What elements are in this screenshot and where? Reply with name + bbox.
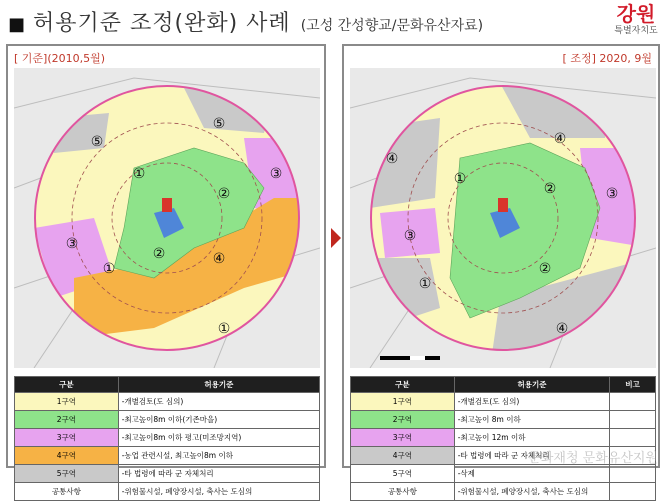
- criteria-cell: -개별검토(도 심의): [118, 393, 319, 411]
- table-row: [15, 483, 320, 501]
- after-label-zone-1a: ①: [453, 171, 467, 187]
- legend-header-row: [351, 377, 656, 393]
- criteria-cell: -타 법령에 따라 군 자체처리: [454, 447, 610, 465]
- page-subtitle: (고성 간성향교/문화유산자료): [300, 18, 484, 34]
- after-label-zone-3b: ③: [403, 228, 417, 244]
- table-row: [351, 483, 656, 501]
- table-row: [351, 393, 656, 411]
- gangwon-logo: [614, 2, 658, 44]
- before-label-zone-2b: ②: [152, 246, 166, 262]
- page-title: 허용기준 조정(완화) 사례: [33, 11, 291, 36]
- zone-cell: 5구역: [351, 465, 455, 483]
- col-criteria-header: 허용기준: [454, 377, 610, 393]
- table-row: [15, 393, 320, 411]
- note-cell: [610, 411, 656, 429]
- logo-mark: 강원: [616, 2, 656, 26]
- before-label-zone-1c: ①: [217, 321, 231, 337]
- zone-cell: 4구역: [15, 447, 119, 465]
- criteria-cell: -위험물시설, 폐양장시설, 축사는 도심의: [454, 483, 610, 501]
- logo-sub: 특별자치도: [614, 26, 658, 36]
- before-label-zone-5a: ⑤: [212, 116, 226, 132]
- legend-header-row: [15, 377, 320, 393]
- note-cell: [610, 483, 656, 501]
- after-label-zone-4a: ④: [553, 131, 567, 147]
- before-map-svg: [14, 68, 320, 368]
- before-label-zone-5b: ⑤: [90, 134, 104, 150]
- after-label-zone-4b: ④: [385, 151, 399, 167]
- watermark: 문화재청 문화유산지원: [528, 451, 658, 466]
- after-legend-table: [350, 376, 656, 501]
- col-criteria-header: 허용기준: [118, 377, 319, 393]
- before-panel: [6, 44, 326, 496]
- before-tag: [ 기준](2010,5월): [14, 52, 106, 65]
- zone-cell: 5구역: [15, 465, 119, 483]
- criteria-cell: -위험물시설, 폐양장시설, 축사는 도심의: [118, 483, 319, 501]
- title-bullet: ■: [8, 14, 26, 35]
- table-row: [15, 429, 320, 447]
- criteria-cell: -개별검토(도 심의): [454, 393, 610, 411]
- zone-cell: 2구역: [351, 411, 455, 429]
- page-title-row: [8, 6, 483, 36]
- criteria-cell: -타 법령에 따라 군 자체처리: [118, 465, 319, 483]
- criteria-cell: -농업 관련시설, 최고높이8m 이하: [118, 447, 319, 465]
- after-label-zone-1b: ①: [418, 276, 432, 292]
- after-label-zone-2b: ②: [538, 261, 552, 277]
- note-cell: [610, 465, 656, 483]
- criteria-cell: -최고높이 12m 이하: [454, 429, 610, 447]
- zone-cell: 3구역: [351, 429, 455, 447]
- zone-cell: 공통사항: [351, 483, 455, 501]
- after-label-zone-4c: ④: [555, 321, 569, 337]
- scale-bar: [380, 356, 440, 360]
- table-row: [351, 465, 656, 483]
- col-note-header: 비고: [610, 377, 656, 393]
- after-label-zone-2a: ②: [543, 181, 557, 197]
- before-label-zone-4: ④: [212, 251, 226, 267]
- zone-cell: 4구역: [351, 447, 455, 465]
- zone-cell: 1구역: [351, 393, 455, 411]
- criteria-cell: -최고높이8m 이하 평고(미조망지역): [118, 429, 319, 447]
- before-map: [14, 68, 320, 368]
- criteria-cell: -최고높이8m 이하(기존마을): [118, 411, 319, 429]
- before-label-zone-2a: ②: [217, 186, 231, 202]
- table-row: [15, 465, 320, 483]
- criteria-cell: -최고높이 8m 이하: [454, 411, 610, 429]
- note-cell: [610, 429, 656, 447]
- zone-cell: 2구역: [15, 411, 119, 429]
- note-cell: [610, 393, 656, 411]
- table-row: [351, 429, 656, 447]
- before-label-zone-1b: ①: [102, 261, 116, 277]
- before-legend-table: [14, 376, 320, 501]
- before-label-zone-3a: ③: [269, 166, 283, 182]
- arrow-right-icon: [329, 226, 343, 250]
- zone-cell: 1구역: [15, 393, 119, 411]
- after-label-zone-3a: ③: [605, 186, 619, 202]
- after-panel: [342, 44, 660, 496]
- before-label-zone-3b: ③: [65, 236, 79, 252]
- col-zone-header: 구분: [15, 377, 119, 393]
- table-row: [351, 411, 656, 429]
- table-row: [15, 411, 320, 429]
- col-zone-header: 구분: [351, 377, 455, 393]
- table-row: [15, 447, 320, 465]
- zone-cell: 공통사항: [15, 483, 119, 501]
- after-map-svg: [350, 68, 656, 368]
- after-tag: [ 조정] 2020, 9월: [562, 52, 652, 65]
- before-label-zone-1a: ①: [132, 166, 146, 182]
- zone-cell: 3구역: [15, 429, 119, 447]
- criteria-cell: -삭제: [454, 465, 610, 483]
- after-map: [350, 68, 656, 368]
